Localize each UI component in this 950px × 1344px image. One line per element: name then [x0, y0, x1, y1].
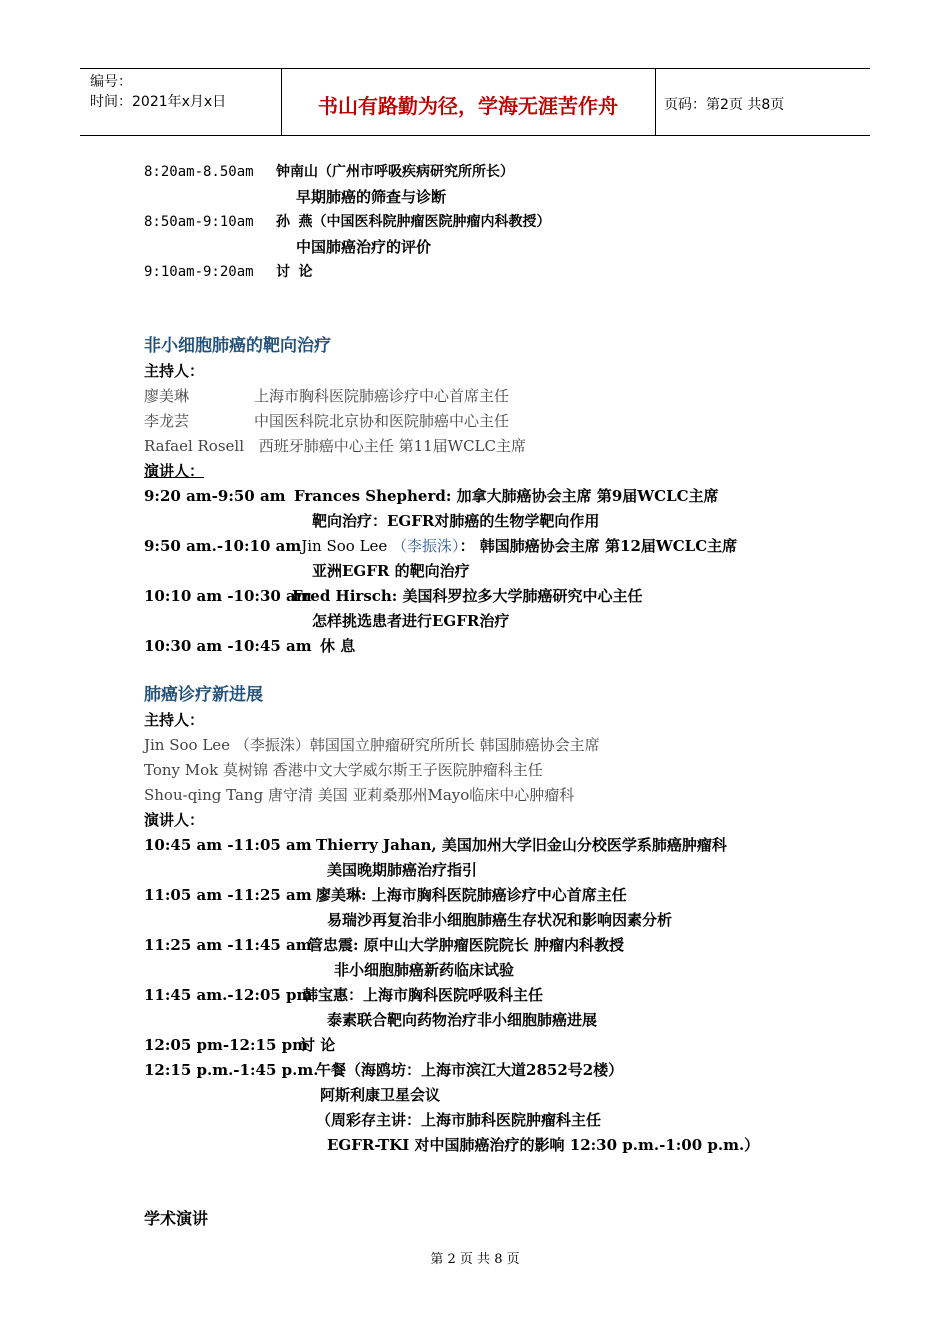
talk-time: 10:10 am -10:30 am: [144, 587, 312, 605]
section2-topic-4: 泰素联合靶向药物治疗非小细胞肺癌进展: [327, 1011, 598, 1029]
header-motto: 书山有路勤为径，学海无涯苦作舟: [318, 94, 618, 118]
talk-time: 11:45 am.-12:05 pm: [144, 986, 313, 1004]
header-divider-2: [655, 68, 656, 135]
talk-time: 9:20 am-9:50 am: [144, 487, 286, 505]
section1-chair-2: [144, 411, 510, 431]
section1-chair-3: [144, 436, 526, 456]
intro-row-2: [144, 212, 550, 232]
talk-speaker-role: ： 韩国肺癌协会主席 第12届WCLC主席: [459, 537, 738, 555]
section2-lunch: [144, 1060, 624, 1080]
header-date-label: 时间：2021年x月x日: [90, 94, 227, 110]
section2-chair-2: Tony Mok 莫树锦 香港中文大学威尔斯王子医院肿瘤科主任: [144, 761, 543, 779]
talk-time: 11:25 am -11:45 am: [144, 936, 312, 954]
header-info: [90, 72, 226, 112]
intro-speaker: 钟南山（广州市呼吸疾病研究所所长）: [276, 164, 515, 180]
chair-desc: 西班牙肺癌中心主任 第11届WCLC主席: [258, 437, 526, 455]
header-bottom-rule: [80, 135, 870, 136]
section3-title: 学术演讲: [144, 1209, 209, 1228]
lunch-symposium: 阿斯利康卫星会议: [320, 1086, 441, 1104]
section2-speakers-label: 演讲人：: [144, 811, 205, 829]
intro-row-3: [144, 262, 312, 282]
intro-speaker: 孙 燕（中国医科院肿瘤医院肿瘤内科教授）: [276, 214, 551, 230]
section2-chairs-label: 主持人：: [144, 711, 205, 729]
talk-time: 12:05 pm-12:15 pm: [144, 1036, 308, 1054]
intro-time: 9:10am-9:20am: [144, 264, 254, 280]
section1-chair-1: [144, 386, 510, 406]
talk-speaker: 休 息: [320, 637, 356, 655]
header-page-label: 页码：第2页 共8页: [664, 97, 785, 113]
intro-speaker: 讨 论: [276, 264, 313, 280]
section2-title: 肺癌诊疗新进展: [144, 685, 263, 705]
talk-speaker: Fred Hirsch: 美国科罗拉多大学肺癌研究中心主任: [292, 587, 643, 605]
section2-chair-1: Jin Soo Lee （李振洙）韩国国立肿瘤研究所所长 韩国肺癌协会主席: [144, 736, 600, 754]
section2-topic-3: 非小细胞肺癌新药临床试验: [334, 961, 515, 979]
section1-talk-2: [144, 536, 737, 556]
section1-talk-3: [144, 586, 643, 606]
header-code-label: 编号：: [90, 74, 132, 90]
section1-talk-4: [144, 636, 356, 656]
section2-talk-3: [144, 935, 624, 955]
talk-speaker: Frances Shepherd: 加拿大肺癌协会主席 第9届WCLC主席: [294, 487, 719, 505]
intro-topic-1: 早期肺癌的筛查与诊断: [296, 188, 447, 206]
intro-row-1: [144, 162, 514, 182]
lunch-speaker: （周彩存主讲：上海市肺科医院肿瘤科主任: [316, 1111, 602, 1129]
intro-time: 8:50am-9:10am: [144, 214, 254, 230]
talk-speaker: 讨 论: [300, 1036, 336, 1054]
section2-topic-2: 易瑞沙再复治非小细胞肺癌生存状况和影响因素分析: [327, 911, 673, 929]
page-footer: 第 2 页 共 8 页: [430, 1252, 520, 1267]
intro-topic-2: 中国肺癌治疗的评价: [296, 238, 432, 256]
lunch-topic: EGFR-TKI 对中国肺癌治疗的影响 12:30 p.m.-1:00 p.m.）: [327, 1136, 760, 1154]
chair-name: 廖美琳: [144, 387, 190, 405]
header-top-rule: [80, 68, 870, 69]
section2-talk-5: [144, 1035, 336, 1055]
talk-time: 10:45 am -11:05 am: [144, 836, 312, 854]
section1-topic-3: 怎样挑选患者进行EGFR治疗: [312, 612, 510, 630]
section1-chairs-label: 主持人：: [144, 362, 205, 380]
talk-time: 10:30 am -10:45 am: [144, 637, 312, 655]
section1-talk-1: [144, 486, 719, 506]
chair-name: 李龙芸: [144, 412, 190, 430]
section2-talk-1: [144, 835, 727, 855]
section1-speakers-label: 演讲人：: [144, 462, 205, 480]
lunch-time: 12:15 p.m.-1:45 p.m.: [144, 1061, 319, 1079]
talk-speaker: 廖美琳: 上海市胸科医院肺癌诊疗中心首席主任: [316, 886, 627, 904]
chair-name: Rafael Rosell: [144, 437, 245, 455]
talk-time: 9:50 am.-10:10 am: [144, 537, 302, 555]
section1-topic-1: 靶向治疗：EGFR对肺癌的生物学靶向作用: [312, 512, 600, 530]
section2-chair-3: Shou-qing Tang 唐守清 美国 亚莉桑那州Mayo临床中心肿瘤科: [144, 786, 575, 804]
section2-talk-2: [144, 885, 627, 905]
lunch-venue: 午餐（海鸥坊：上海市滨江大道2852号2楼）: [316, 1061, 624, 1079]
talk-time: 11:05 am -11:25 am: [144, 886, 312, 904]
talk-speaker: 管忠震: 原中山大学肿瘤医院院长 肿瘤内科教授: [308, 936, 624, 954]
talk-speaker: Jin Soo Lee: [301, 537, 393, 555]
section2-talk-4: [144, 985, 544, 1005]
section2-topic-1: 美国晚期肺癌治疗指引: [327, 861, 478, 879]
intro-time: 8:20am-8.50am: [144, 164, 254, 180]
chair-desc: 上海市胸科医院肺癌诊疗中心首席主任: [254, 387, 510, 405]
chair-desc: 中国医科院北京协和医院肺癌中心主任: [254, 412, 510, 430]
section1-title: 非小细胞肺癌的靶向治疗: [144, 336, 331, 356]
talk-speaker: 韩宝惠：上海市胸科医院呼吸科主任: [303, 986, 544, 1004]
talk-speaker: Thierry Jahan, 美国加州大学旧金山分校医学系肺癌肿瘤科: [316, 836, 727, 854]
talk-speaker-cn: （李振洙）: [392, 537, 460, 555]
section1-topic-2: 亚洲EGFR 的靶向治疗: [312, 562, 470, 580]
